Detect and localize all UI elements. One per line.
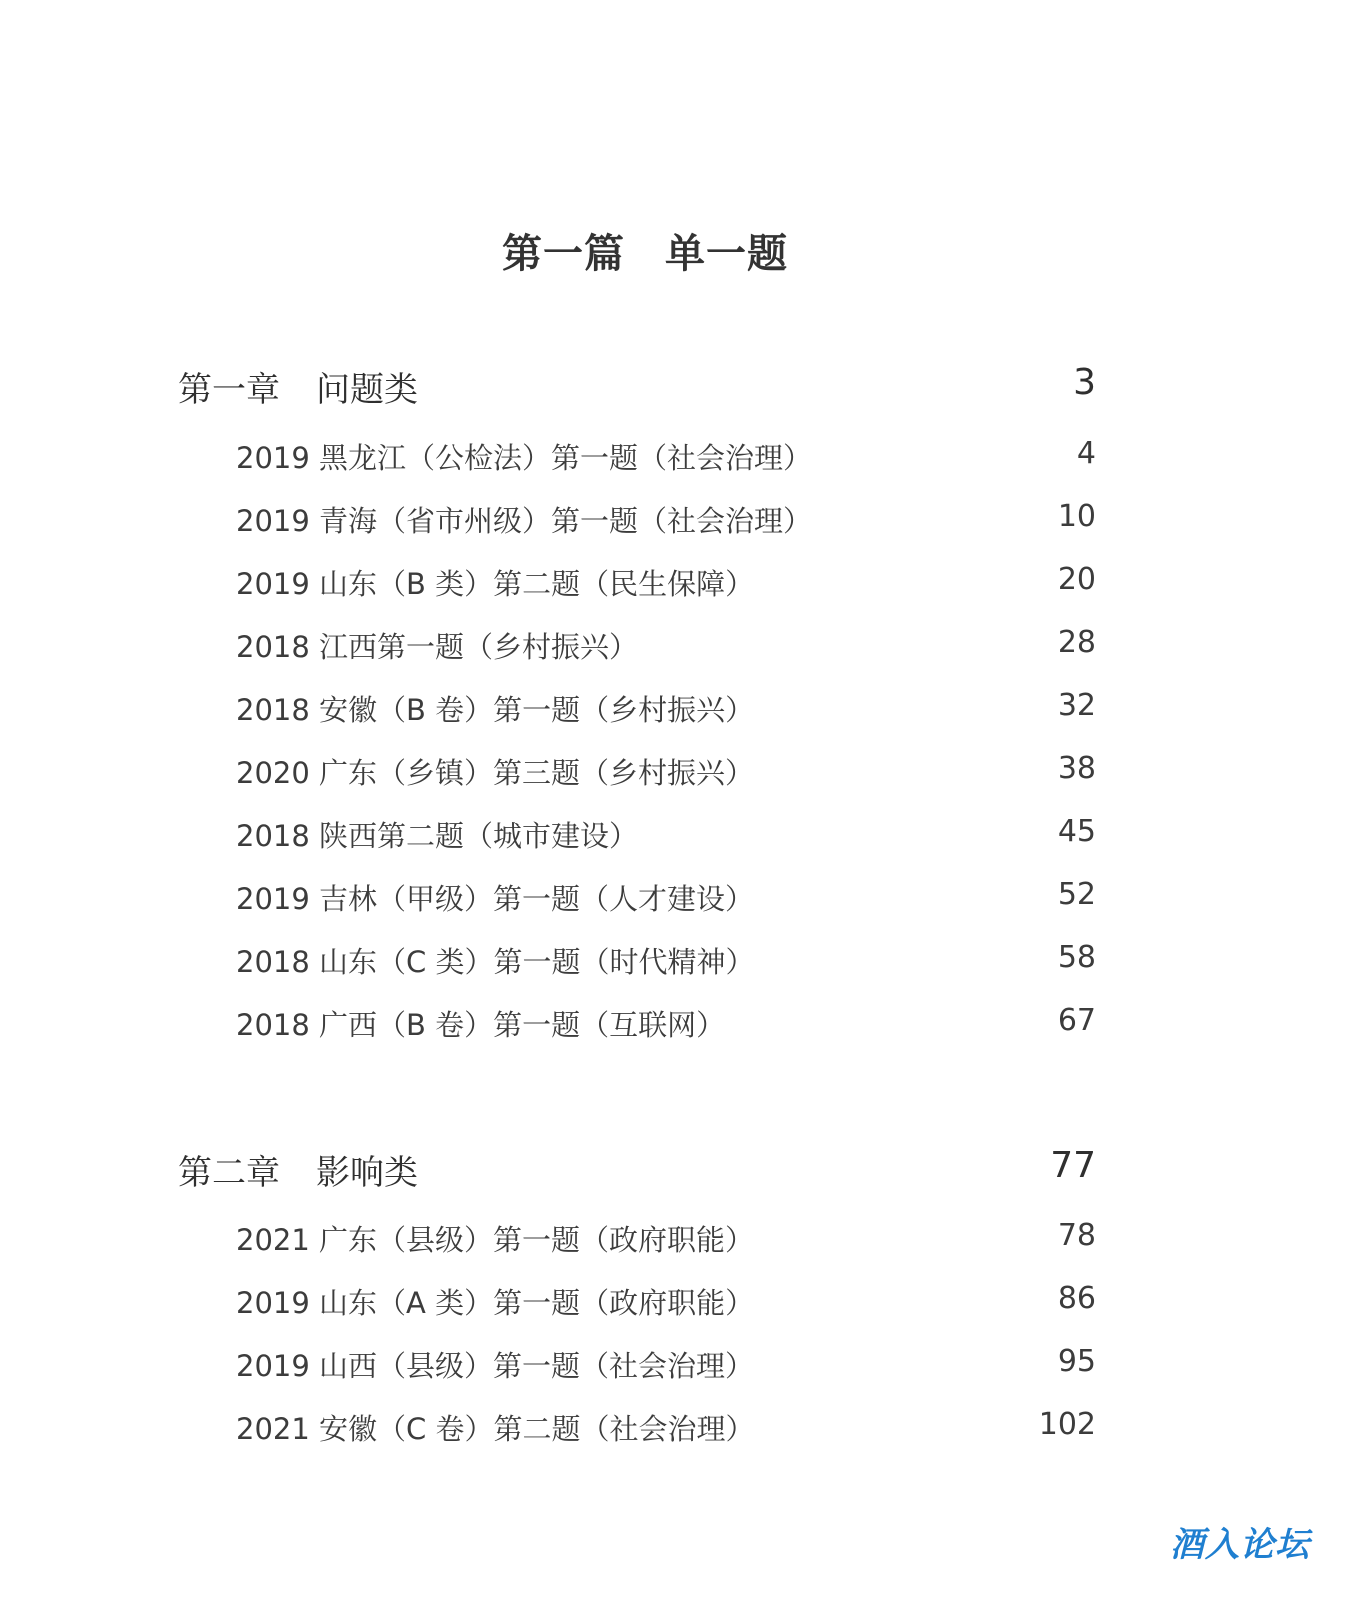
toc-entry-page: 38	[1057, 751, 1096, 786]
toc-entry-page: 52	[1057, 877, 1096, 912]
toc-entry[interactable]	[0, 1344, 1358, 1394]
toc-entry[interactable]	[0, 877, 1358, 927]
chapter-label	[178, 1145, 418, 1194]
toc-entry[interactable]	[0, 1281, 1358, 1331]
toc-entry-page: 78	[1057, 1218, 1096, 1253]
toc-entry-label: 2021 安徽（C 卷）第二题（社会治理）	[236, 1412, 755, 1446]
toc-entry-page: 45	[1057, 814, 1096, 849]
toc-entry-page: 10	[1057, 499, 1096, 534]
chapter-page-number: 3	[1073, 362, 1096, 403]
toc-entry-page: 4	[1076, 436, 1096, 471]
toc-entry-page: 86	[1057, 1281, 1096, 1316]
toc-entry-label: 2018 广西（B 卷）第一题（互联网）	[236, 1008, 726, 1042]
toc-entry[interactable]	[0, 940, 1358, 990]
toc-entry-page: 58	[1057, 940, 1096, 975]
toc-entry[interactable]	[0, 1003, 1358, 1053]
toc-entry-page: 32	[1057, 688, 1096, 723]
part-title-number: 第一篇	[502, 231, 625, 277]
toc-entry[interactable]	[0, 1407, 1358, 1457]
toc-entry-page: 20	[1057, 562, 1096, 597]
toc-entry[interactable]	[0, 499, 1358, 549]
toc-entry-label: 2019 山西（县级）第一题（社会治理）	[236, 1349, 755, 1383]
chapter-number: 第二章	[178, 1153, 280, 1193]
toc-entry[interactable]	[0, 751, 1358, 801]
toc-entry-page: 95	[1057, 1344, 1096, 1379]
toc-entry[interactable]	[0, 814, 1358, 864]
chapter-number: 第一章	[178, 370, 280, 410]
toc-entry[interactable]	[0, 625, 1358, 675]
chapter-name: 问题类	[316, 370, 418, 410]
toc-entry-label: 2019 黑龙江（公检法）第一题（社会治理）	[236, 441, 813, 475]
part-title	[0, 222, 1290, 279]
toc-entry-label: 2019 青海（省市州级）第一题（社会治理）	[236, 504, 813, 538]
part-title-name: 单一题	[665, 231, 788, 277]
toc-entry[interactable]	[0, 562, 1358, 612]
chapter-heading[interactable]	[0, 1145, 1358, 1195]
toc-entry-label: 2019 山东（B 类）第二题（民生保障）	[236, 567, 755, 601]
toc-entry[interactable]	[0, 1218, 1358, 1268]
toc-entry-page: 102	[1038, 1407, 1096, 1442]
chapter-heading[interactable]	[0, 362, 1358, 412]
toc-entry-label: 2018 江西第一题（乡村振兴）	[236, 630, 639, 664]
toc-entry[interactable]	[0, 688, 1358, 738]
chapter-name: 影响类	[316, 1153, 418, 1193]
chapter-page-number: 77	[1050, 1145, 1096, 1186]
toc-entry[interactable]	[0, 436, 1358, 486]
toc-entry-label: 2018 陕西第二题（城市建设）	[236, 819, 639, 853]
toc-entry-label: 2021 广东（县级）第一题（政府职能）	[236, 1223, 755, 1257]
forum-watermark-logo: 酒入论坛	[1170, 1525, 1310, 1565]
toc-entry-label: 2019 山东（A 类）第一题（政府职能）	[236, 1286, 755, 1320]
toc-entry-label: 2018 安徽（B 卷）第一题（乡村振兴）	[236, 693, 755, 727]
chapter-label	[178, 362, 418, 411]
toc-entry-page: 67	[1057, 1003, 1096, 1038]
toc-entry-page: 28	[1057, 625, 1096, 660]
toc-entry-label: 2020 广东（乡镇）第三题（乡村振兴）	[236, 756, 755, 790]
toc-entry-label: 2019 吉林（甲级）第一题（人才建设）	[236, 882, 755, 916]
toc-entry-label: 2018 山东（C 类）第一题（时代精神）	[236, 945, 755, 979]
